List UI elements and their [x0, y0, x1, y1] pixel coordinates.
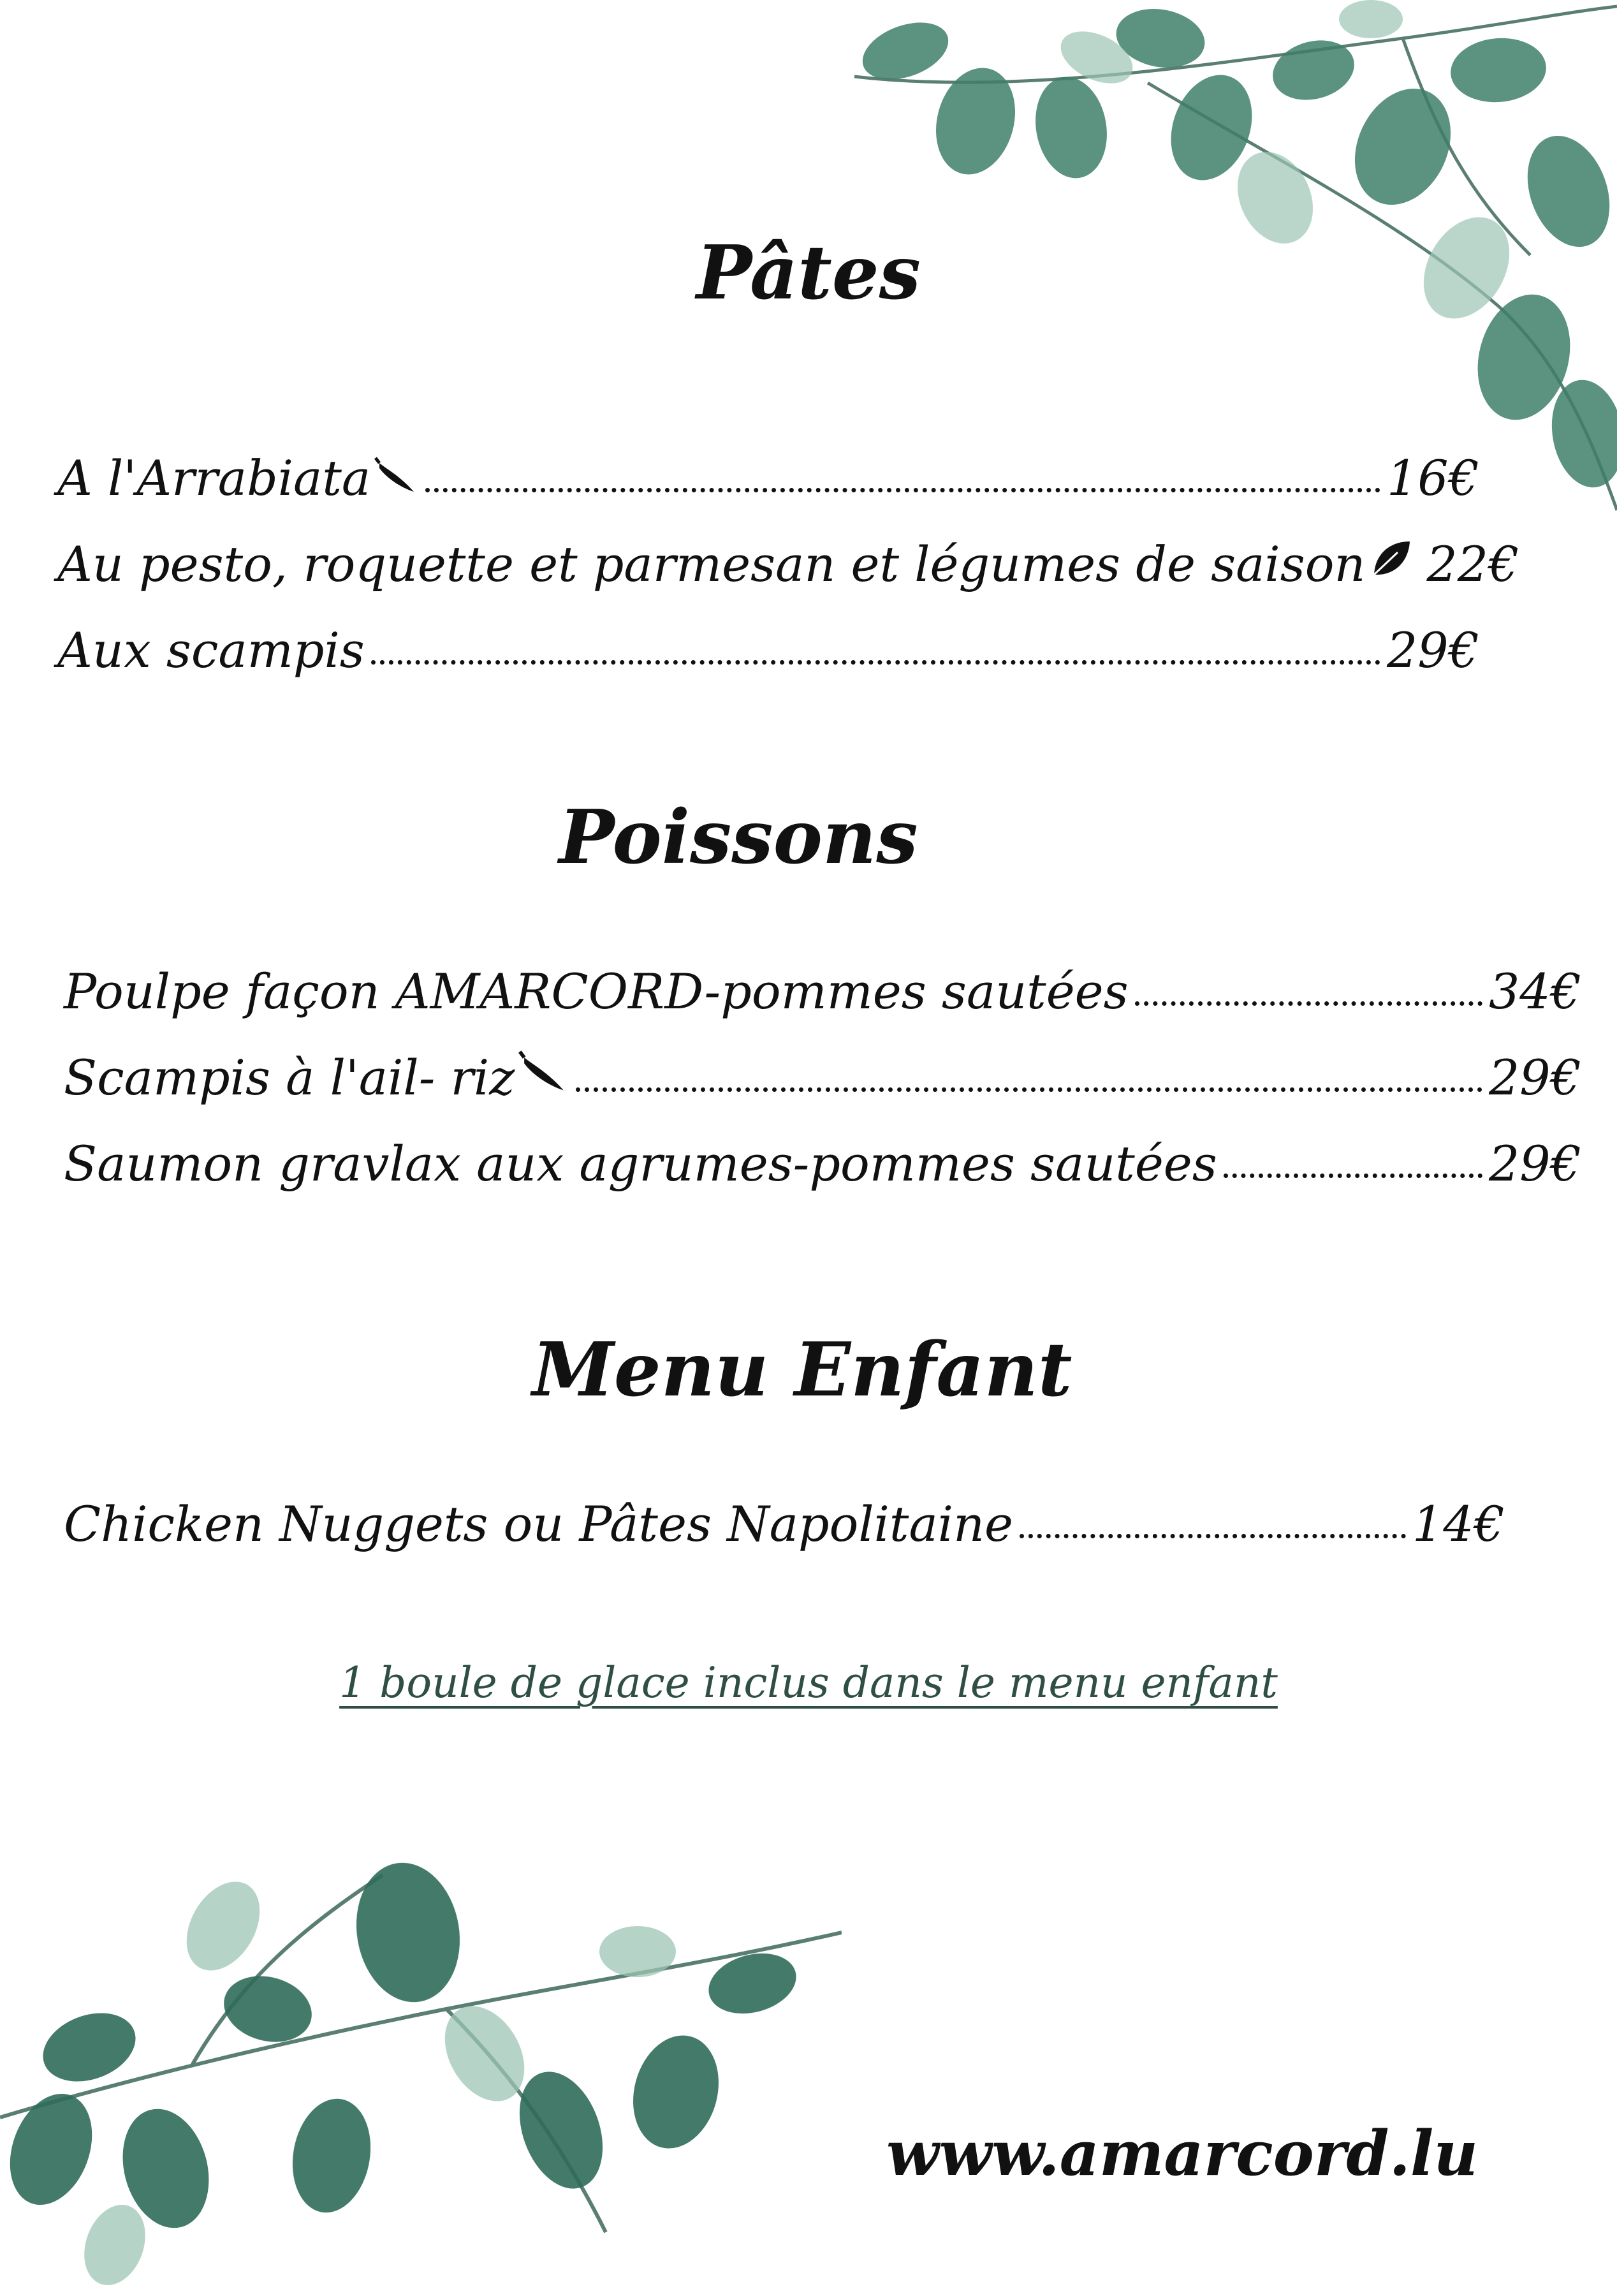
leaf-icon: [1369, 536, 1414, 592]
eucalyptus-leaves-bottom-decoration: [0, 1850, 842, 2296]
section-title-poissons: Poissons: [559, 794, 918, 881]
dot-leader: [1020, 1534, 1406, 1538]
dot-leader: [1224, 1174, 1482, 1178]
menu-item-name: A l'Arrabiata: [57, 450, 371, 506]
menu-item-name: Chicken Nuggets ou Pâtes Napolitaine: [64, 1496, 1014, 1552]
section-title-pates: Pâtes: [696, 230, 921, 316]
menu-item-pesto: [57, 536, 1519, 592]
dot-leader: [425, 488, 1380, 492]
menu-item-price: 29€: [1386, 622, 1479, 679]
section-title-menu-enfant: Menu Enfant: [532, 1327, 1072, 1413]
menu-item-price: 14€: [1412, 1496, 1505, 1552]
menu-item-name: Au pesto, roquette et parmesan et légumes de saison: [57, 536, 1366, 592]
chili-pepper-icon: [518, 1049, 569, 1106]
dot-leader: [576, 1087, 1482, 1092]
menu-item-price: 16€: [1386, 450, 1479, 506]
menu-enfant-note: 1 boule de glace inclus dans le menu enfant: [339, 1658, 1278, 1707]
menu-item-name: Aux scampis: [57, 622, 365, 679]
dot-leader: [1135, 1001, 1482, 1006]
menu-item-name: Poulpe façon AMARCORD-pommes sautées: [64, 963, 1129, 1020]
menu-item-price: 29€: [1488, 1135, 1581, 1192]
menu-item-arrabiata: [57, 450, 1479, 506]
menu-item-price: 22€: [1426, 536, 1519, 592]
menu-item-name: Scampis à l'ail- riz: [64, 1049, 515, 1106]
menu-item-price: 34€: [1488, 963, 1581, 1020]
dot-leader: [371, 660, 1380, 665]
menu-item-poulpe: [64, 963, 1581, 1020]
menu-item-name: Saumon gravlax aux agrumes-pommes sautées: [64, 1135, 1217, 1192]
menu-item-price: 29€: [1488, 1049, 1581, 1106]
chili-pepper-icon: [374, 450, 419, 506]
menu-item-scampis: [57, 622, 1479, 679]
website-link[interactable]: www.amarcord.lu: [886, 2117, 1479, 2189]
menu-item-chicken-nuggets: [64, 1496, 1505, 1552]
menu-item-scampis-ail: [64, 1049, 1581, 1106]
menu-item-saumon: [64, 1135, 1581, 1192]
